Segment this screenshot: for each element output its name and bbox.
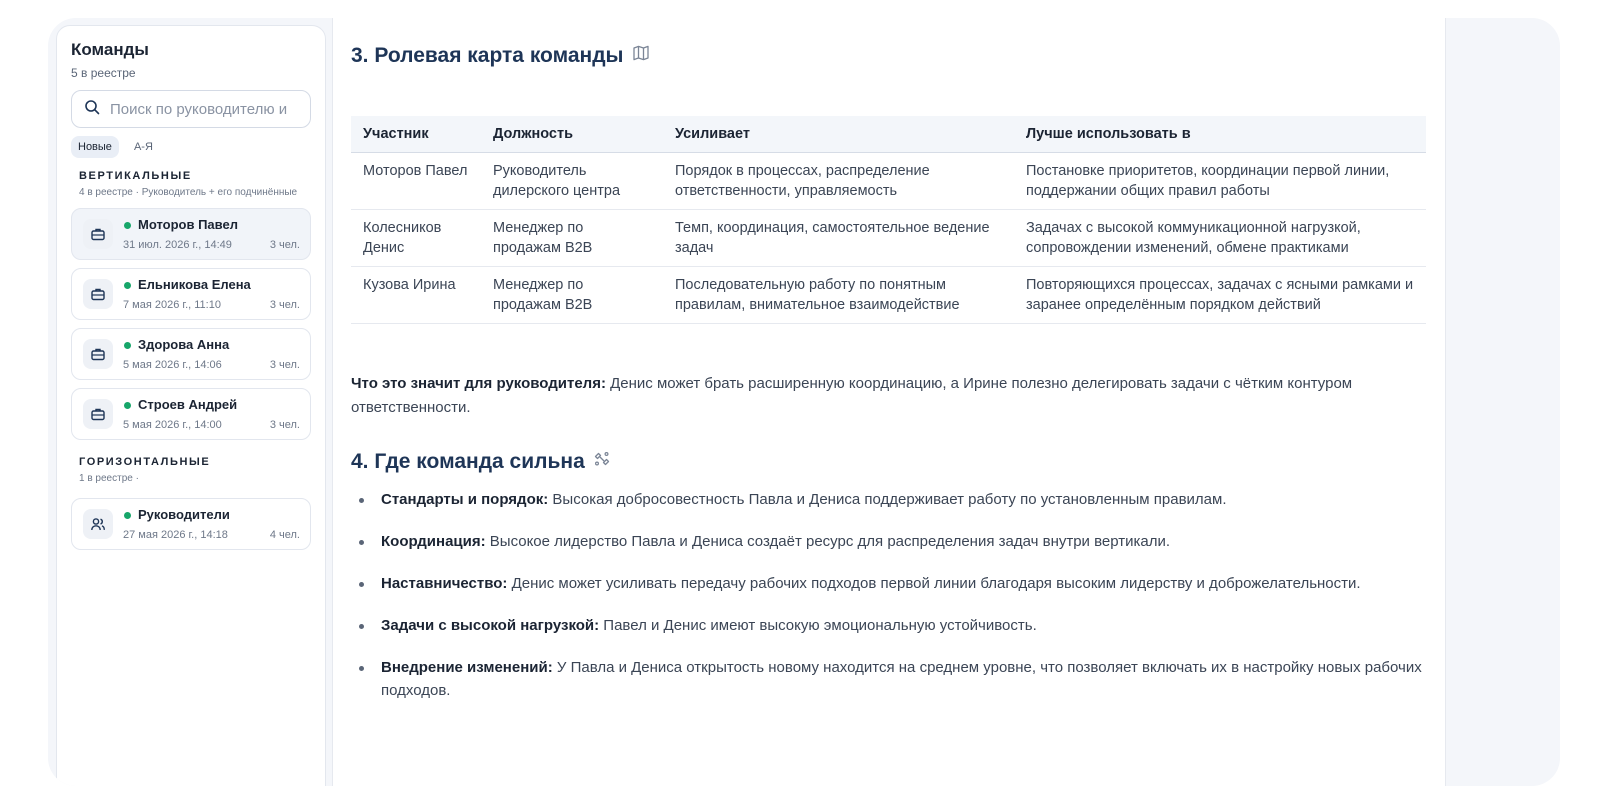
list-item (351, 614, 1426, 637)
strength-label: Координация: (381, 532, 486, 550)
team-card[interactable] (71, 498, 311, 550)
strength-text: Высокое лидерство Павла и Дениса создаёт ресурс для распределения задач внутри вертикали. (485, 532, 1171, 550)
team-name: Ельникова Елена (138, 277, 251, 292)
manager-note-label: Что это значит для руководителя: (351, 374, 606, 392)
list-item (351, 656, 1426, 702)
status-dot (124, 222, 131, 229)
team-name: Строев Андрей (138, 397, 238, 412)
teams-sidebar (56, 25, 326, 786)
section-heading (351, 450, 1426, 474)
table-row (351, 152, 1426, 209)
table-cell: Кузова Ирина (351, 266, 481, 323)
strength-text: Павел и Денис имеют высокую эмоциональную устойчивость. (599, 616, 1037, 634)
team-count: 3 чел. (269, 239, 300, 251)
table-row (351, 266, 1426, 323)
briefcase-icon (83, 399, 113, 429)
section-heading (351, 44, 1426, 68)
strength-icon (593, 450, 611, 474)
table-cell: Порядок в процессах, распределение ответственности, управляемость (663, 152, 1014, 209)
briefcase-icon (83, 279, 113, 309)
column-header: Усиливает (663, 116, 1014, 152)
group-subtitle-horizontal: 1 в реестре · (79, 473, 139, 484)
sort-toggle (71, 136, 311, 158)
team-card[interactable] (71, 388, 311, 440)
team-card[interactable] (71, 208, 311, 260)
column-header: Лучше использовать в (1014, 116, 1426, 152)
table-cell: Колесников Денис (351, 209, 481, 266)
list-item (351, 530, 1426, 553)
section3-title: 3. Ролевая карта команды (351, 44, 624, 67)
group-title-vertical: ВЕРТИКАЛЬНЫЕ (79, 170, 192, 182)
manager-note-text: Денис может брать расширенную координацию, а Ирине полезно делегировать задачи с чётким контуром ответственности. (351, 374, 1353, 416)
sidebar-title: Команды (71, 40, 149, 59)
briefcase-icon (83, 219, 113, 249)
group-title-horizontal: ГОРИЗОНТАЛЬНЫЕ (79, 456, 211, 468)
search-box[interactable] (71, 90, 311, 128)
list-item (351, 572, 1426, 595)
team-count: 4 чел. (269, 529, 300, 541)
table-row (351, 209, 1426, 266)
table-cell: Повторяющихся процессах, задачах с ясными рамками и заранее определённым порядком действий (1014, 266, 1426, 323)
strength-text: Денис может усиливать передачу рабочих подходов первой линии благодаря высоким лидерству и доброжелательности. (507, 574, 1361, 592)
table-header-row (351, 116, 1426, 152)
team-name: Здорова Анна (138, 337, 230, 352)
team-date: 31 июл. 2026 г., 14:49 (123, 239, 232, 251)
sidebar-count: 5 в реестре (71, 66, 136, 80)
team-date: 27 мая 2026 г., 14:18 (123, 529, 228, 541)
strengths-list (351, 488, 1426, 702)
strength-label: Задачи с высокой нагрузкой: (381, 616, 600, 634)
search-input[interactable] (110, 101, 309, 118)
manager-note (351, 372, 1426, 420)
strength-text: Высокая добросовестность Павла и Дениса поддерживает работу по установленным правилам. (548, 490, 1227, 508)
team-card[interactable] (71, 268, 311, 320)
column-header: Должность (481, 116, 663, 152)
team-name: Моторов Павел (138, 217, 238, 232)
role-map-table (351, 116, 1426, 324)
team-card[interactable] (71, 328, 311, 380)
team-date: 5 мая 2026 г., 14:00 (123, 419, 222, 431)
team-name: Руководители (138, 507, 230, 522)
briefcase-icon (83, 339, 113, 369)
section4-title: 4. Где команда сильна (351, 449, 585, 473)
team-count: 3 чел. (269, 419, 300, 431)
report-panel (332, 18, 1446, 786)
search-icon (84, 99, 100, 120)
status-dot (124, 512, 131, 519)
strength-label: Наставничество: (381, 574, 508, 592)
sort-new-button[interactable]: Новые (71, 136, 119, 158)
users-icon (83, 509, 113, 539)
table-cell: Моторов Павел (351, 152, 481, 209)
strength-text: У Павла и Дениса открытость новому находится на среднем уровне, что позволяет включать их в настройку новых рабочих подходов. (381, 658, 1422, 699)
table-cell: Руководитель дилерского центра (481, 152, 663, 209)
map-icon (632, 44, 650, 68)
team-count: 3 чел. (269, 359, 300, 371)
column-header: Участник (351, 116, 481, 152)
status-dot (124, 402, 131, 409)
status-dot (124, 282, 131, 289)
table-cell: Менеджер по продажам B2B (481, 209, 663, 266)
table-cell: Менеджер по продажам B2B (481, 266, 663, 323)
strength-label: Внедрение изменений: (381, 658, 553, 676)
sort-alpha-button[interactable]: А-Я (133, 141, 153, 153)
table-cell: Последовательную работу по понятным правилам, внимательное взаимодействие (663, 266, 1014, 323)
status-dot (124, 342, 131, 349)
table-cell: Темп, координация, самостоятельное ведение задач (663, 209, 1014, 266)
team-count: 3 чел. (269, 299, 300, 311)
team-date: 7 мая 2026 г., 11:10 (123, 299, 221, 311)
table-cell: Задачах с высокой коммуникационной нагрузкой, сопровождении изменений, обмене практиками (1014, 209, 1426, 266)
team-date: 5 мая 2026 г., 14:06 (123, 359, 222, 371)
strength-label: Стандарты и порядок: (381, 490, 549, 508)
table-cell: Постановке приоритетов, координации первой линии, поддержании общих правил работы (1014, 152, 1426, 209)
list-item (351, 488, 1426, 511)
app-frame (48, 18, 1560, 786)
group-subtitle-vertical: 4 в реестре · Руководитель + его подчинённые (79, 187, 298, 198)
